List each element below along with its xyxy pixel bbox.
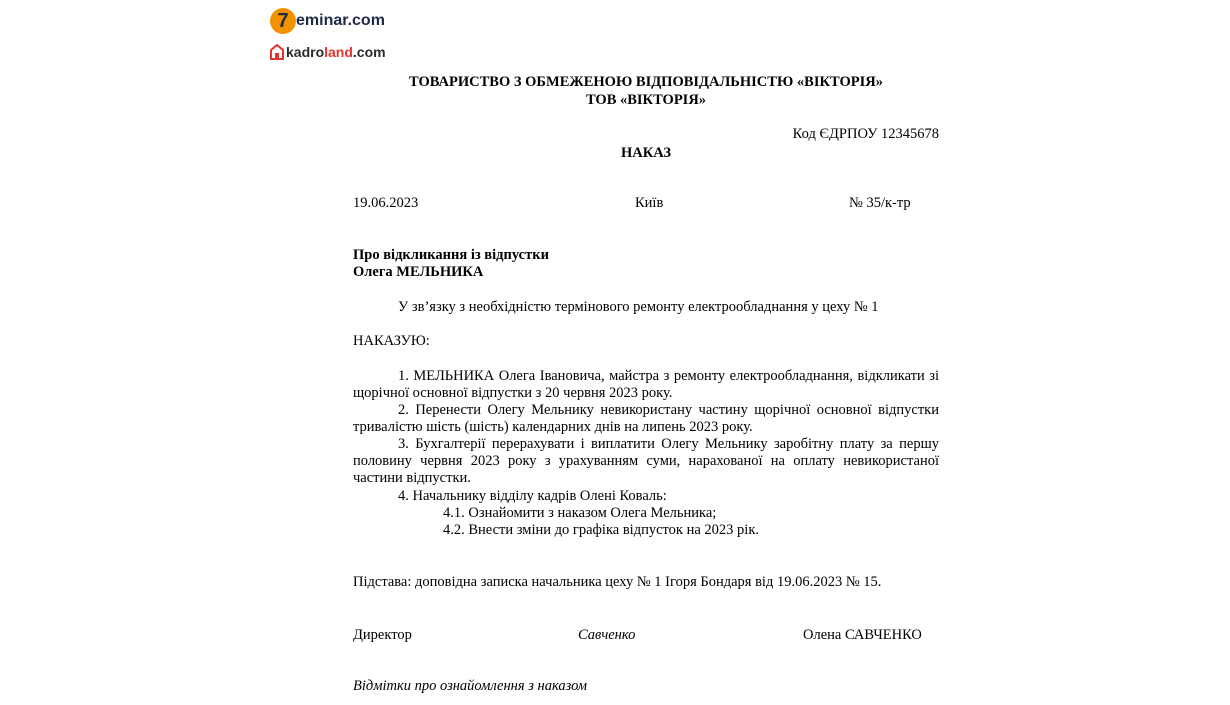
organization-full-name: ТОВАРИСТВО З ОБМЕЖЕНОЮ ВІДПОВІДАЛЬНІСТЮ «ВІКТОРІЯ»: [409, 74, 883, 90]
order-item-4: 4. Начальнику відділу кадрів Олені Коваль:: [398, 488, 667, 504]
subject-line-1: Про відкликання із відпустки: [353, 247, 549, 263]
subject-line-2: Олега МЕЛЬНИКА: [353, 264, 484, 280]
document-title: НАКАЗ: [620, 145, 672, 161]
kadroland-logo[interactable]: [270, 42, 386, 62]
order-item-3: 3. Бухгалтерії перерахувати і виплатити Олегу Мельнику заробітну плату за першу половину червня 2023 року з урахуванням суми, нарахованої на оплату невикористаної частини відпустки.: [353, 436, 939, 486]
logos: [270, 6, 386, 62]
house-icon: [270, 44, 284, 60]
organization-short-name: ТОВ «ВІКТОРІЯ»: [585, 92, 707, 108]
order-number: № 35/к-тр: [849, 195, 911, 211]
order-item-4-2: 4.2. Внести зміни до графіка відпусток на 2023 рік.: [443, 522, 759, 538]
acknowledgement-note: Відмітки про ознайомлення з наказом: [353, 678, 588, 694]
kadroland-logo-accent: land: [324, 44, 353, 60]
signature: Савченко: [578, 627, 636, 643]
kadroland-logo-text: [286, 44, 386, 60]
seminar-logo-text: eminar.com: [296, 12, 385, 29]
intro-text: У зв’язку з необхідністю термінового ремонту електрообладнання у цеху № 1: [398, 299, 879, 315]
basis-text: Підстава: доповідна записка начальника цеху № 1 Ігоря Бондаря від 19.06.2023 № 15.: [353, 574, 882, 590]
signatory-position: Директор: [353, 627, 412, 643]
edrpou-code: Код ЄДРПОУ 12345678: [792, 126, 939, 142]
signatory-name: Олена САВЧЕНКО: [803, 627, 922, 643]
order-item-2: 2. Перенести Олегу Мельнику невикористану частину щорічної основної відпустки тривалістю шість (шість) календарних днів на липень 2023 року.: [353, 402, 939, 435]
kadroland-logo-suffix: .com: [352, 44, 386, 60]
order-item-1: 1. МЕЛЬНИКА Олега Івановича, майстра з ремонту електрообладнання, відкликати зі щорічної основної відпустки з 20 червня 2023 року.: [353, 368, 939, 401]
order-word: НАКАЗУЮ:: [353, 333, 430, 349]
seminar-logo[interactable]: [270, 6, 386, 36]
order-item-4-1: 4.1. Ознайомити з наказом Олега Мельника;: [443, 505, 717, 521]
kadroland-logo-prefix: kadro: [286, 44, 325, 60]
seminar-logo-badge: 7: [270, 8, 296, 34]
order-date: 19.06.2023: [353, 195, 419, 211]
order-city: Київ: [635, 195, 664, 211]
